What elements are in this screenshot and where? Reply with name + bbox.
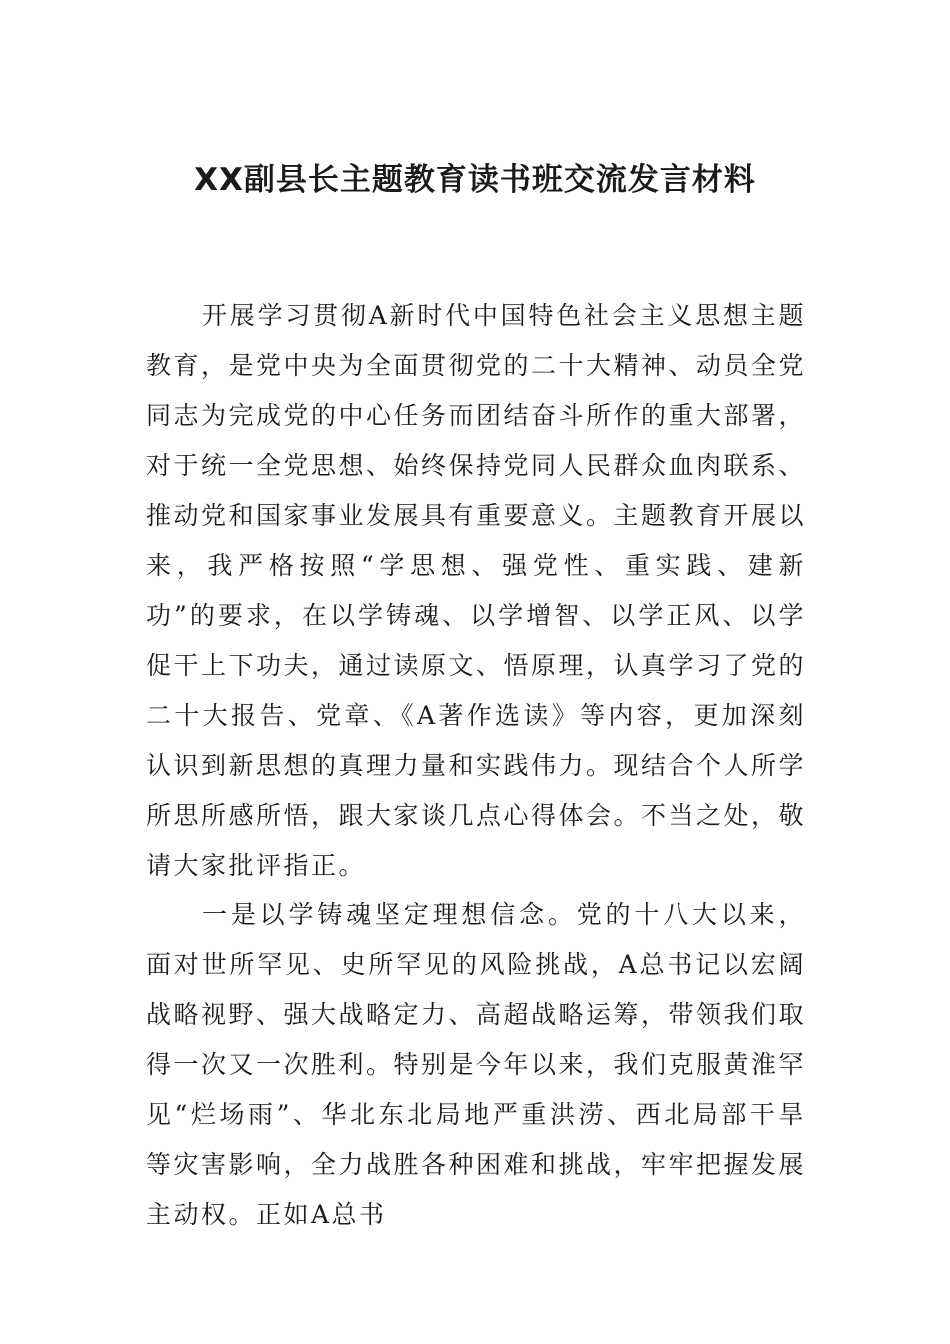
paragraph-intro: 开展学习贯彻A新时代中国特色社会主义思想主题教育，是党中央为全面贯彻党的二十大精神、动员全党同志为完成党的中心任务而团结奋斗所作的重大部署，对于统一全党思想、始终保持党同人民群众血肉联系、推动党和国家事业发展具有重要意义。主题教育开展以来，我严格按照“学思想、强党性、重实践、建新功”的要求，在以学铸魂、以学增智、以学正风、以学促干上下功夫，通过读原文、悟原理，认真学习了党的二十大报告、党章、《A著作选读》等内容，更加深刻认识到新思想的真理力量和实践伟力。现结合个人所学所思所感所悟，跟大家谈几点心得体会。不当之处，敬请大家批评指正。 (146, 301, 807, 880)
document-title: XX副县长主题教育读书班交流发言材料 (194, 162, 756, 198)
paragraph-point-one: 一是以学铸魂坚定理想信念。党的十八大以来，面对世所罕见、史所罕见的风险挑战，A总书记以宏阔战略视野、强大战略定力、高超战略运筹，带领我们取得一次又一次胜利。特别是今年以来，我们克服黄淮罕见“烂场雨”、华北东北局地严重洪涝、西北局部干旱等灾害影响，全力战胜各种困难和挑战，牢牢把握发展主动权。正如A总书 (146, 900, 807, 1229)
